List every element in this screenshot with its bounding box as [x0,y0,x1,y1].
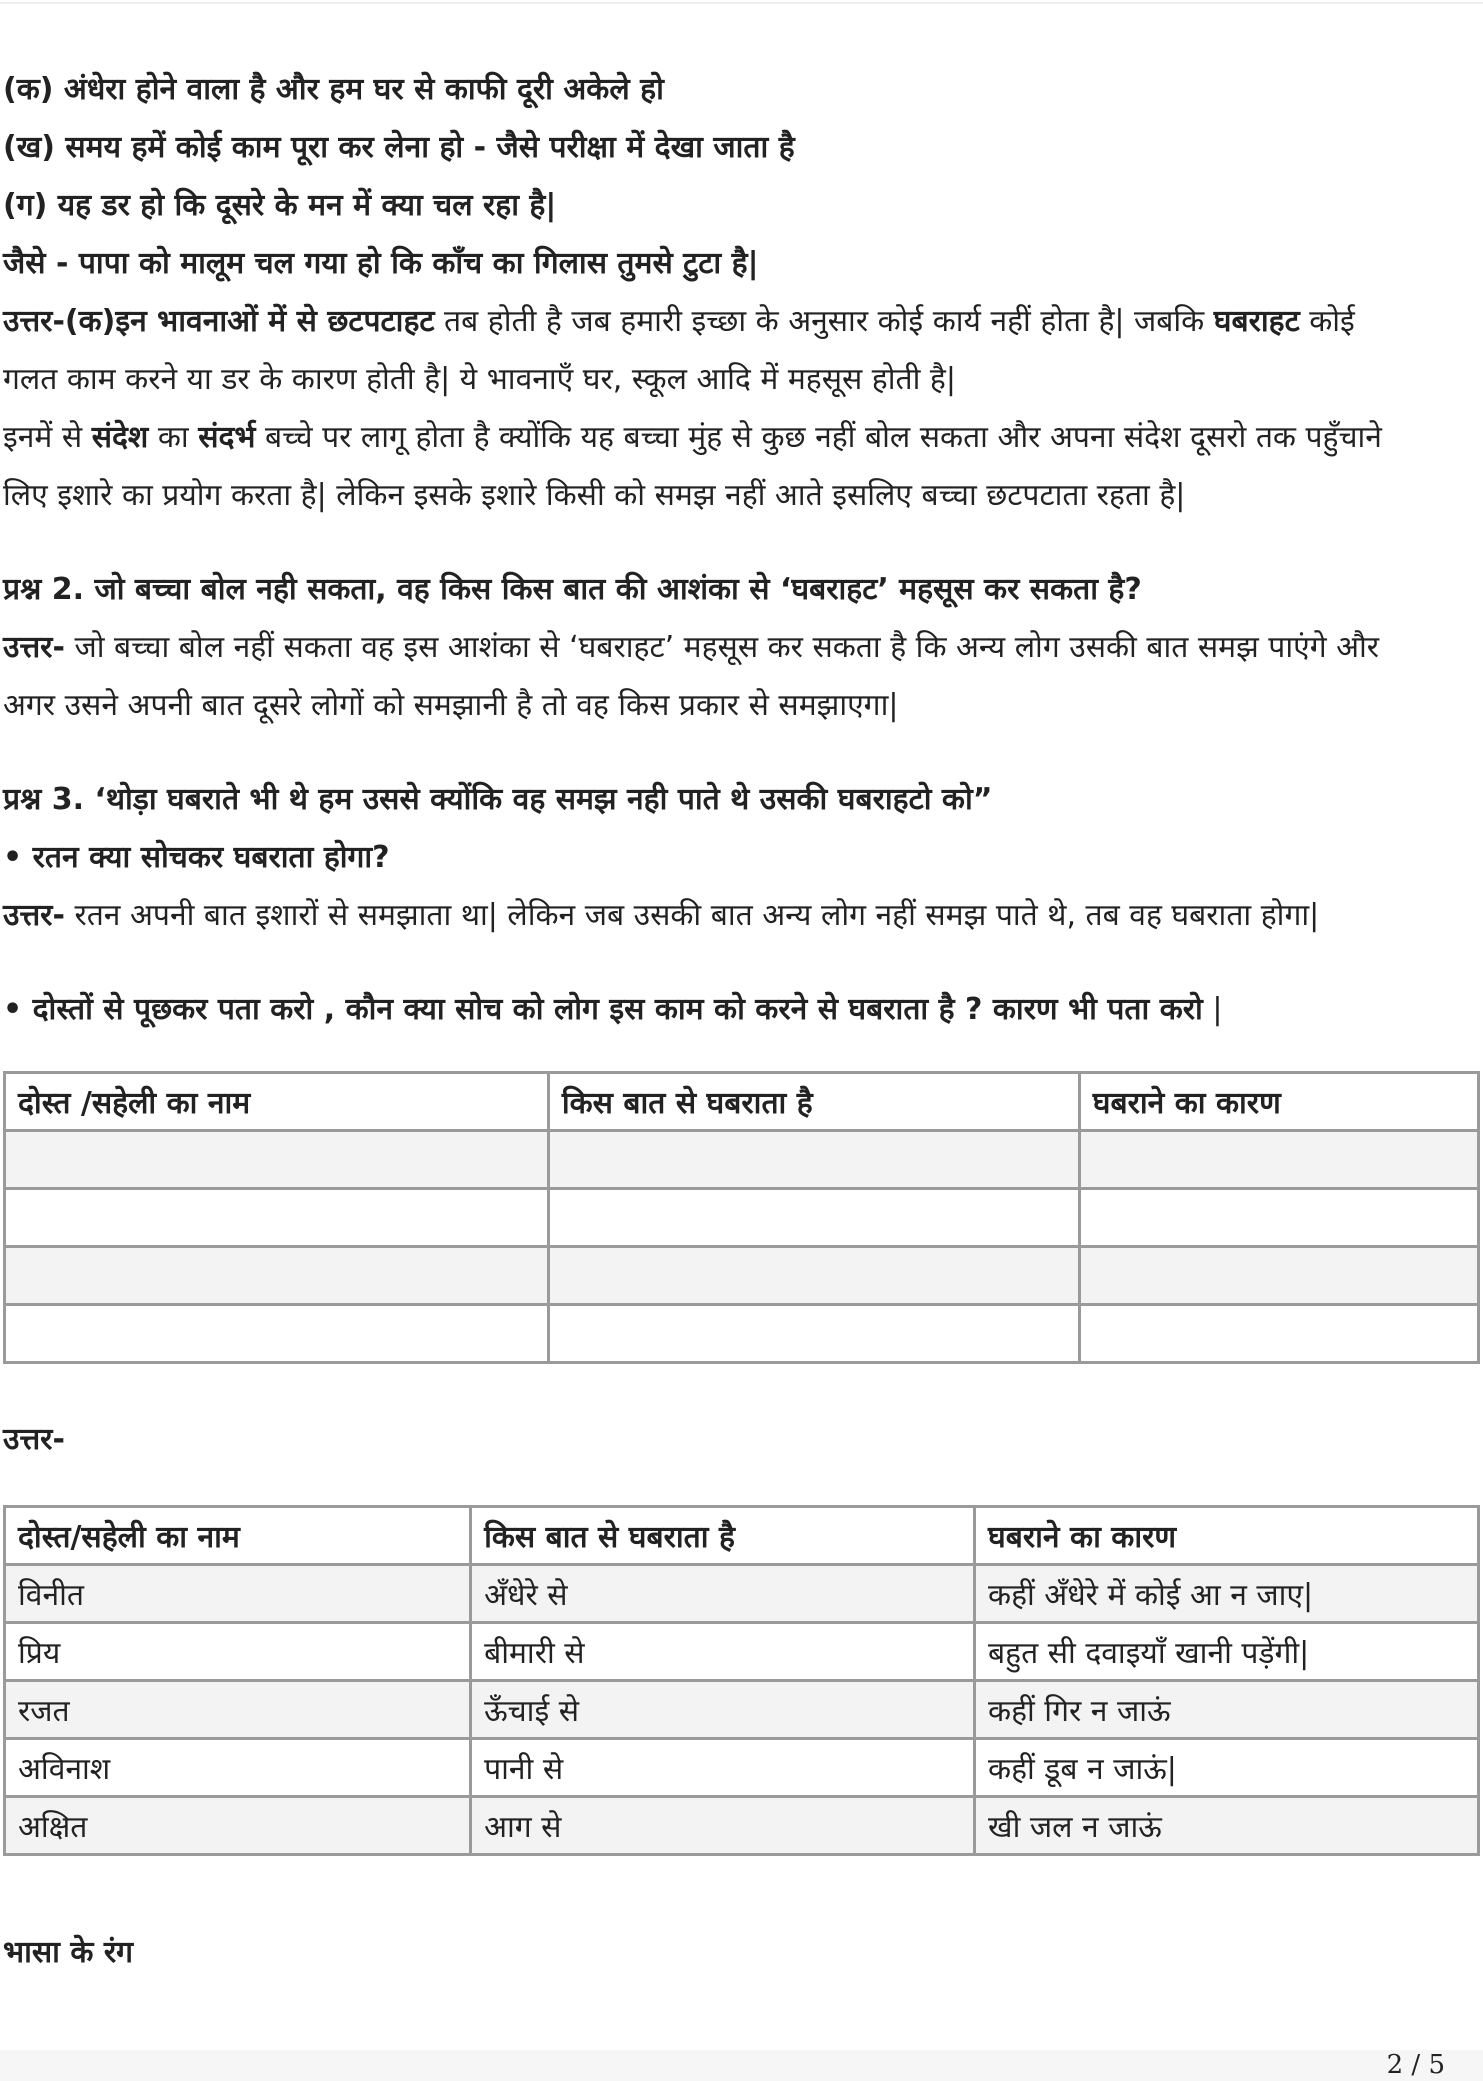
section-title: भासा के रंग [3,1935,133,1970]
question-2: प्रश्न 2. जो बच्चा बोल नही सकता, वह किस किस बात की आशंका से ‘घबराहट’ महसूस कर सकता है? [3,572,1142,607]
blank-table-row [5,1131,1479,1189]
answer2-line1 [3,628,1379,668]
table-cell-name: अविनाश [5,1739,471,1797]
option-ka: (क) अंधेरा होने वाला है और हम घर से काफी दूरी अकेले हो [3,72,664,107]
answer2-label: उत्तर- [3,630,65,665]
table-cell-fear: पानी से [471,1739,975,1797]
bullet2-end: | [1202,992,1223,1027]
answer1-term-sandarbh: संदर्भ [198,420,256,455]
question-3: प्रश्न 3. ‘थोड़ा घबराते भी थे हम उससे क्योंकि वह समझ नही पाते थे उसकी घबराहटो को” [3,782,993,817]
table-row [5,1565,1479,1623]
table-cell-name: विनीत [5,1565,471,1623]
answer1-l3-a: इनमें से [3,420,92,455]
table-row [5,1739,1479,1797]
table-row [5,1797,1479,1855]
question-3-bullet2 [3,990,1222,1030]
table-cell [5,1247,549,1305]
answer-table-header [5,1507,1479,1565]
table-cell-reason: बहुत सी दवाइयाँ खानी पड़ेंगी| [975,1623,1479,1681]
table-cell [5,1131,549,1189]
answer-table-header-reason: घबराने का कारण [975,1507,1479,1565]
option-kha: (ख) समय हमें कोई काम पूरा कर लेना हो - जैसे परीक्षा में देखा जाता है [3,130,795,165]
answer1-mid: तब होती है जब हमारी इच्छा के अनुसार कोई कार्य नहीं होता है| जबकि [434,304,1214,339]
table-row [5,1681,1479,1739]
top-divider [0,2,1483,4]
table-cell [548,1305,1079,1363]
answer1-tail: कोई [1299,304,1355,339]
blank-table-row [5,1189,1479,1247]
answer2-text1: जो बच्चा बोल नहीं सकता वह इस आशंका से ‘घबराहट’ महसूस कर सकता है कि अन्य लोग उसकी बात समझ पाएंगे और [64,630,1380,665]
answer1-line4: लिए इशारे का प्रयोग करता है| लेकिन इसके इशारे किसी को समझ नहीं आते इसलिए बच्चा छटपटाता रहता है| [3,478,1186,513]
table-cell-reason: कहीं डूब न जाऊं| [975,1739,1479,1797]
answer1-term-ghabrahat: घबराहट [1213,304,1300,339]
answer1-term-chhatpatahat: छटपटाहट [327,304,435,339]
answer1-line3 [3,418,1382,458]
option-ga: (ग) यह डर हो कि दूसरे के मन में क्या चल रहा है| [3,188,557,223]
answer1-l3-c: का [148,420,199,455]
answer3-line [3,896,1319,936]
page-number: 2 / 5 [1386,2050,1445,2080]
table-row [5,1623,1479,1681]
table-cell-name: प्रिय [5,1623,471,1681]
answer-table-header-name: दोस्त/सहेली का नाम [5,1507,471,1565]
page-footer [0,2050,1483,2081]
table-cell-reason: कहीं गिर न जाऊं [975,1681,1479,1739]
table-cell-fear: बीमारी से [471,1623,975,1681]
blank-table [3,1071,1480,1364]
blank-table-header-fear: किस बात से घबराता है [548,1073,1079,1131]
blank-table-row [5,1305,1479,1363]
table-cell-fear: आग से [471,1797,975,1855]
answer1-line1 [3,302,1355,342]
blank-table-header-reason: घबराने का कारण [1079,1073,1478,1131]
answer1-line2: गलत काम करने या डर के कारण होती है| ये भावनाएँ घर, स्कूल आदि में महसूस होती है| [3,362,956,397]
table-cell [1079,1247,1478,1305]
table-cell-fear: ऊँचाई से [471,1681,975,1739]
example-line: जैसे - पापा को मालूम चल गया हो कि काँच का गिलास तुमसे टुटा है| [3,246,759,281]
answer1-l3-e: बच्चे पर लागू होता है क्योंकि यह बच्चा मुंह से कुछ नहीं बोल सकता और अपना संदेश दूसरो तक पहुँचाने [255,420,1382,455]
bullet2-text: • दोस्तों से पूछकर पता करो , कौन क्या सोच को लोग इस काम को करने से घबराता है ? कारण भी पता करो [3,992,1203,1027]
table-cell [1079,1189,1478,1247]
table-cell [5,1305,549,1363]
table-cell-reason: खी जल न जाऊं [975,1797,1479,1855]
table-cell [548,1189,1079,1247]
answer1-lead: उत्तर-(क)इन भावनाओं में से [3,304,328,339]
answer3-label: उत्तर- [3,898,65,933]
answer-table [3,1505,1480,1856]
table-cell [1079,1305,1478,1363]
blank-table-header-name: दोस्त /सहेली का नाम [5,1073,549,1131]
table-cell-reason: कहीं अँधेरे में कोई आ न जाए| [975,1565,1479,1623]
table-cell-name: अक्षित [5,1797,471,1855]
table-cell-fear: अँधेरे से [471,1565,975,1623]
answer-label: उत्तर- [3,1422,65,1457]
blank-table-row [5,1247,1479,1305]
question-3-bullet1: • रतन क्या सोचकर घबराता होगा? [3,840,390,875]
table-cell [5,1189,549,1247]
answer3-text: रतन अपनी बात इशारों से समझाता था| लेकिन जब उसकी बात अन्य लोग नहीं समझ पाते थे, तब वह घबराता होगा| [64,898,1320,933]
answer2-line2: अगर उसने अपनी बात दूसरे लोगों को समझानी है तो वह किस प्रकार से समझाएगा| [3,688,899,723]
answer-table-header-fear: किस बात से घबराता है [471,1507,975,1565]
table-cell [548,1247,1079,1305]
table-cell [1079,1131,1478,1189]
answer1-term-sandesh: संदेश [91,420,149,455]
table-cell [548,1131,1079,1189]
table-cell-name: रजत [5,1681,471,1739]
blank-table-header [5,1073,1479,1131]
